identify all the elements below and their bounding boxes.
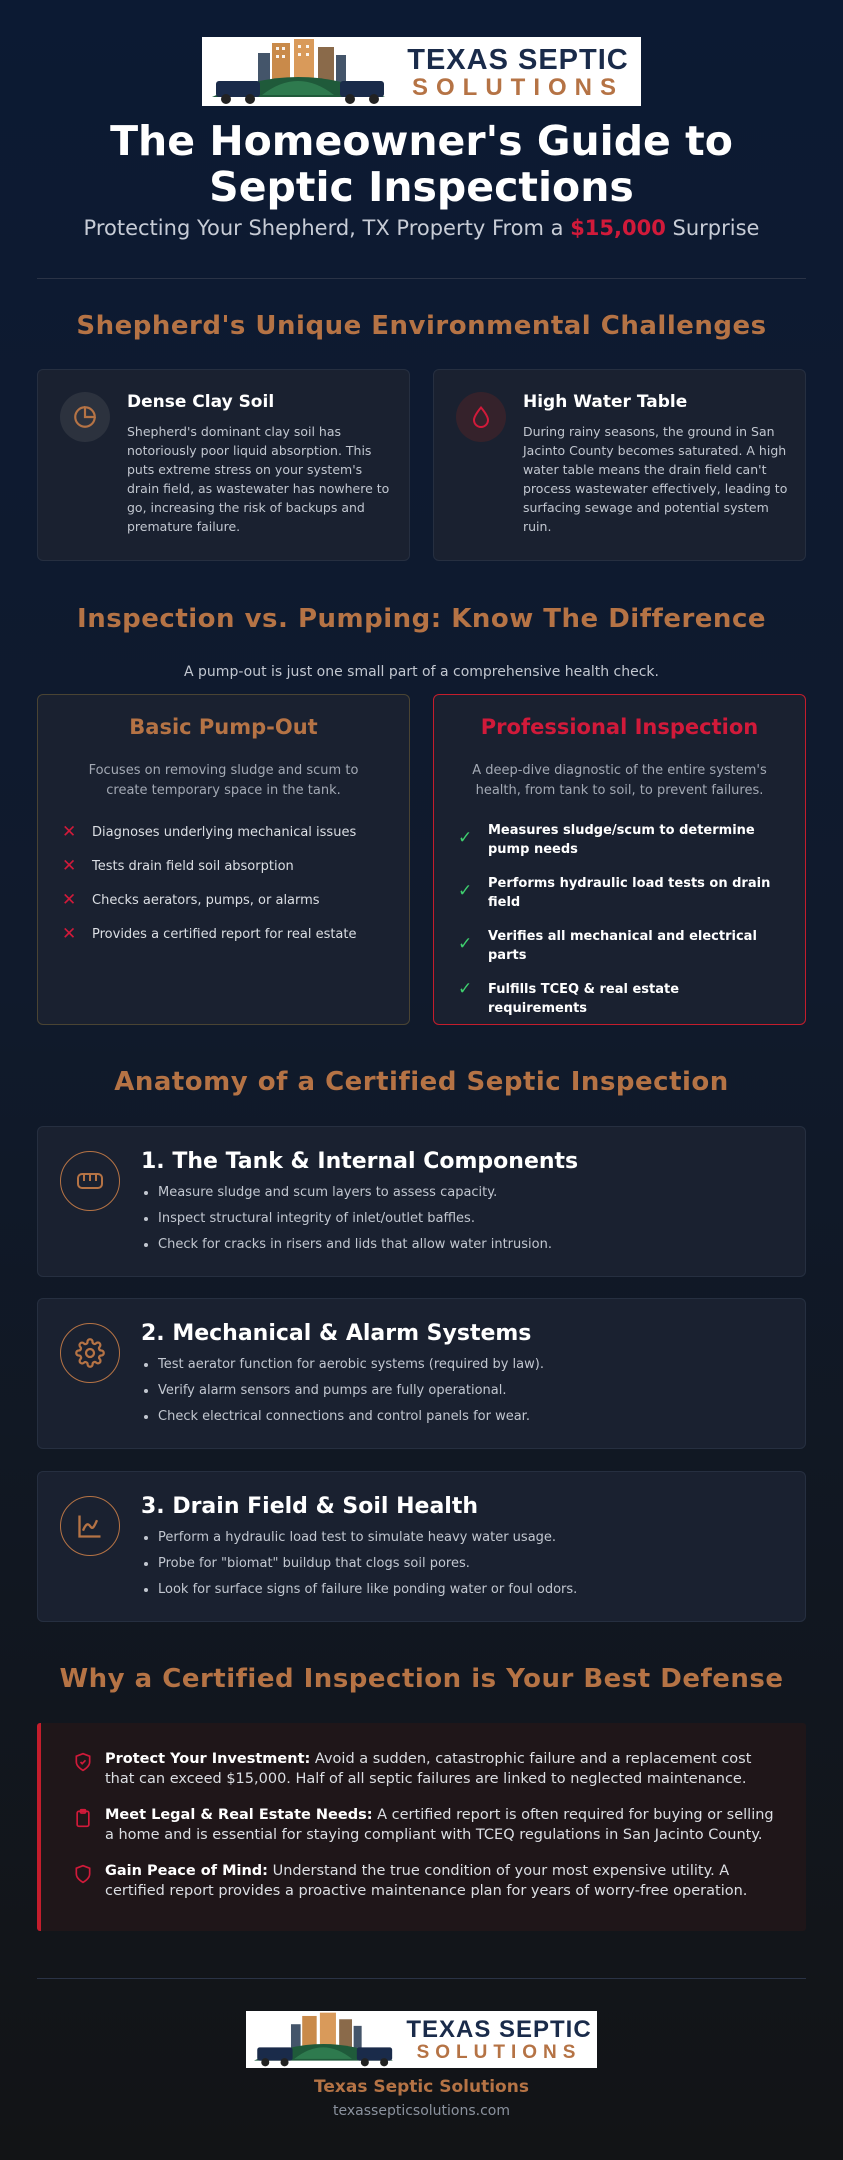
- title-line1: The Homeowner's Guide to: [110, 117, 733, 165]
- anatomy-step-title: 1. The Tank & Internal Components: [141, 1149, 579, 1174]
- divider: [37, 278, 806, 279]
- logo-text: [395, 37, 641, 106]
- list-item: • Measure sludge and scum layers to assess capacity.: [158, 1185, 798, 1201]
- footer-url[interactable]: texassepticsolutions.com: [333, 2103, 510, 2119]
- divider: [37, 1978, 806, 1979]
- logo-text: [401, 2011, 597, 2068]
- header-logo: [202, 37, 641, 106]
- comparison-title: Inspection vs. Pumping: Know The Difference: [77, 604, 766, 634]
- defense-item: [73, 1861, 783, 1901]
- anatomy-step-title: 3. Drain Field & Soil Health: [141, 1494, 479, 1519]
- challenge-card-clay: [37, 369, 410, 561]
- challenges-title: Shepherd's Unique Environmental Challenges: [76, 311, 767, 341]
- shield-check-icon: [73, 1749, 105, 1789]
- footer-brand-name: Texas Septic Solutions: [314, 2077, 529, 2097]
- defense-lead: Protect Your Investment:: [105, 1751, 311, 1767]
- logo-line2: SOLUTIONS: [416, 2042, 582, 2063]
- challenge-title: High Water Table: [523, 392, 688, 412]
- defense-text: Understand the true condition of your most expensive utility. A certified report provides a proactive maintenance plan for years of worry-free operation.: [105, 1863, 748, 1899]
- list-item: • Perform a hydraulic load test to simulate heavy water usage.: [158, 1530, 798, 1546]
- water-drop-icon: [456, 392, 506, 442]
- anatomy-bullets: [158, 1357, 798, 1435]
- list-item: • Verify alarm sensors and pumps are fully operational.: [158, 1383, 798, 1399]
- inspection-desc: A deep-dive diagnostic of the entire system's health, from tank to soil, to prevent failures.: [472, 763, 767, 798]
- list-item: • Look for surface signs of failure like ponding water or foul odors.: [158, 1582, 798, 1598]
- defense-lead: Gain Peace of Mind:: [105, 1863, 268, 1879]
- x-icon: ✕: [62, 924, 77, 944]
- defense-lead: Meet Legal & Real Estate Needs:: [105, 1807, 373, 1823]
- subtitle-before: Protecting Your Shepherd, TX Property From a: [83, 216, 571, 240]
- list-item: • Test aerator function for aerobic systems (required by law).: [158, 1357, 798, 1373]
- challenge-text: Shepherd's dominant clay soil has notoriously poor liquid absorption. This puts extreme stress on your system's drain field, as wastewater has nowhere to go, increasing the risk of backups and premature failure.: [127, 424, 390, 534]
- challenge-card-water: [433, 369, 806, 561]
- list-item: ✕ Tests drain field soil absorption: [62, 856, 294, 876]
- shield-icon: [73, 1861, 105, 1901]
- list-item: ✓ Fulfills TCEQ & real estate requirements: [458, 979, 680, 1016]
- subtitle: [0, 216, 843, 240]
- list-item: • Inspect structural integrity of inlet/outlet baffles.: [158, 1211, 798, 1227]
- inspection-list: [458, 821, 778, 1033]
- list-item: ✓ Measures sludge/scum to determine pump needs: [458, 823, 755, 857]
- list-item: • Check electrical connections and control panels for wear.: [158, 1409, 798, 1425]
- check-icon: ✓: [458, 934, 473, 954]
- defense-text: Avoid a sudden, catastrophic failure and a replacement cost that can exceed $15,000. Half of all septic failures are linked to neglected maintenance.: [105, 1751, 752, 1787]
- check-icon: ✓: [458, 828, 473, 848]
- pumpout-card: [37, 694, 410, 1025]
- check-icon: ✓: [458, 979, 473, 999]
- list-item: ✕ Diagnoses underlying mechanical issues: [62, 822, 357, 842]
- gear-icon: [60, 1323, 120, 1383]
- subtitle-after: Surprise: [665, 216, 760, 240]
- defense-text: A certified report is often required for buying or selling a home and is essential for staying compliant with TCEQ regulations in San Jacinto County.: [105, 1807, 774, 1843]
- footer-logo: [246, 2011, 597, 2068]
- list-item: ✓ Verifies all mechanical and electrical parts: [458, 929, 757, 963]
- defense-item: [73, 1805, 783, 1845]
- pumpout-title: Basic Pump-Out: [129, 715, 318, 739]
- x-icon: ✕: [62, 890, 77, 910]
- x-icon: ✕: [62, 822, 77, 842]
- pumpout-list: [62, 823, 357, 959]
- challenge-title: Dense Clay Soil: [127, 392, 275, 412]
- list-item: • Check for cracks in risers and lids that allow water intrusion.: [158, 1237, 798, 1253]
- logo-line1: TEXAS SEPTIC: [406, 2016, 592, 2043]
- pumpout-desc: Focuses on removing sludge and scum to create temporary space in the tank.: [88, 763, 359, 798]
- logo-line1: TEXAS SEPTIC: [407, 43, 629, 76]
- check-icon: ✓: [458, 881, 473, 901]
- logo-line2: SOLUTIONS: [411, 73, 624, 101]
- anatomy-bullets: [158, 1185, 798, 1263]
- inspection-title: Professional Inspection: [480, 715, 759, 739]
- pie-chart-icon: [60, 392, 110, 442]
- challenge-text: During rainy seasons, the ground in San Jacinto County becomes saturated. A high water table means the drain field can't process wastewater effectively, leading to surfacing sewage and potential system ruin.: [523, 424, 788, 534]
- subtitle-money: $15,000: [570, 216, 666, 240]
- defense-item: [73, 1749, 783, 1789]
- list-item: ✕ Provides a certified report for real estate: [62, 924, 357, 944]
- title-line2: Septic Inspections: [209, 163, 634, 211]
- anatomy-step-mechanical: [37, 1298, 806, 1449]
- anatomy-step-drainfield: [37, 1471, 806, 1622]
- comparison-intro: A pump-out is just one small part of a comprehensive health check.: [184, 664, 659, 680]
- logo-artwork: [246, 2011, 401, 2068]
- anatomy-bullets: [158, 1530, 798, 1608]
- anatomy-step-tank: [37, 1126, 806, 1277]
- list-item: ✓ Performs hydraulic load tests on drain field: [458, 876, 771, 910]
- list-item: • Probe for "biomat" buildup that clogs soil pores.: [158, 1556, 798, 1572]
- clipboard-icon: [73, 1805, 105, 1845]
- anatomy-step-title: 2. Mechanical & Alarm Systems: [141, 1321, 532, 1346]
- page-title: [0, 118, 843, 210]
- tank-icon: [60, 1151, 120, 1211]
- inspection-card: [433, 694, 806, 1025]
- x-icon: ✕: [62, 856, 77, 876]
- defense-title: Why a Certified Inspection is Your Best Defense: [59, 1664, 784, 1694]
- soil-chart-icon: [60, 1496, 120, 1556]
- defense-box: [37, 1723, 806, 1931]
- list-item: ✕ Checks aerators, pumps, or alarms: [62, 890, 320, 910]
- anatomy-title: Anatomy of a Certified Septic Inspection: [114, 1067, 729, 1097]
- logo-artwork: [202, 37, 395, 106]
